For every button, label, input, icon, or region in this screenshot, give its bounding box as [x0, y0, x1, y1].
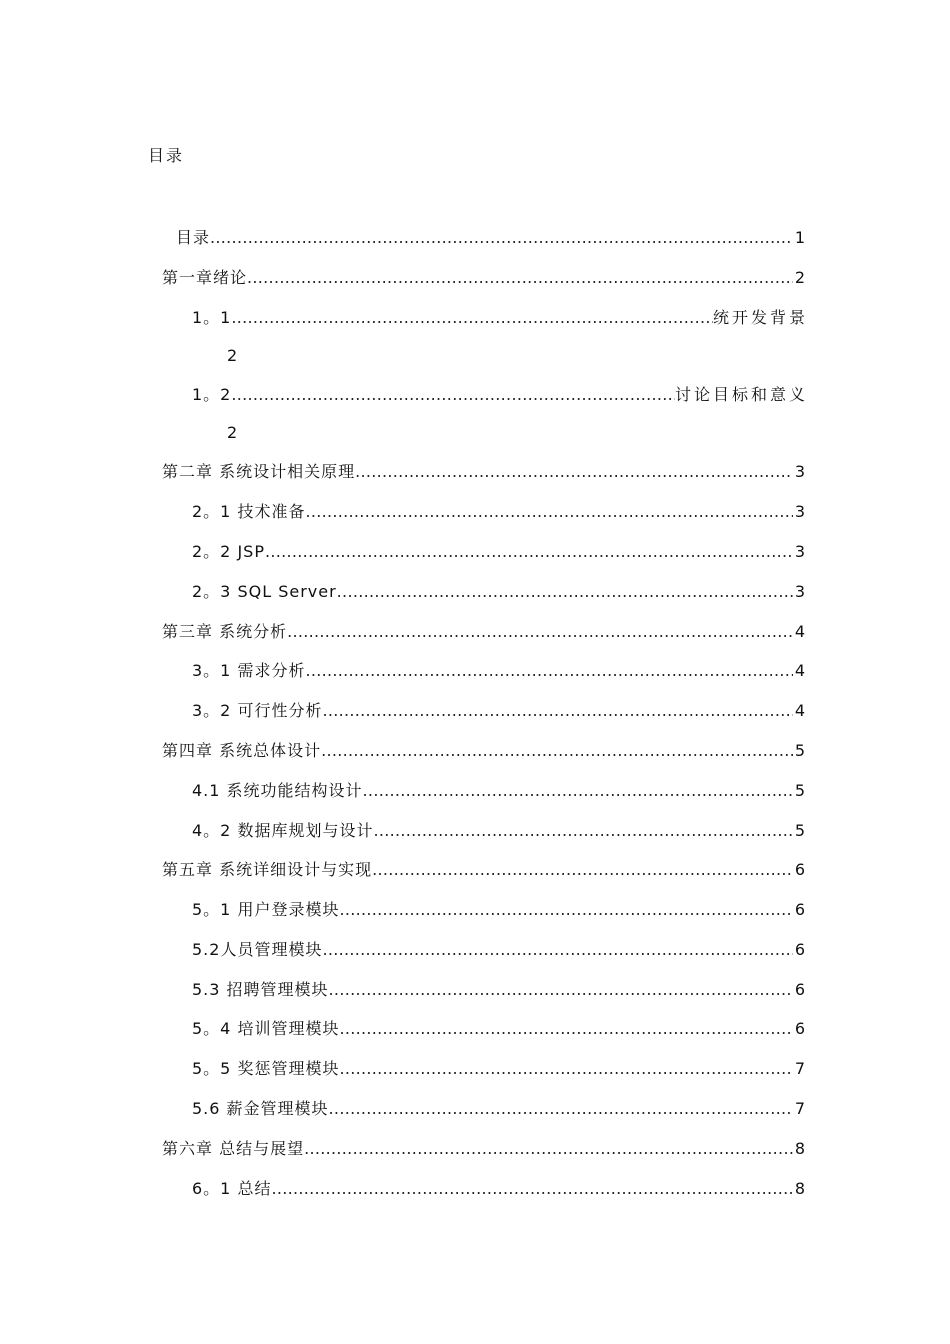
toc-entry-label: 4.1 系统功能结构设计 — [192, 781, 363, 800]
toc-entry-label: 5.2人员管理模块 — [192, 940, 323, 959]
toc-entry[interactable] — [162, 740, 805, 762]
toc-entry[interactable] — [192, 1058, 805, 1080]
toc-page-number: 3 — [794, 462, 805, 481]
toc-entry-label: 2。3 SQL Server — [192, 582, 337, 601]
dot-leader — [339, 899, 792, 921]
toc-entry-label: 第四章 系统总体设计 — [162, 741, 322, 760]
dot-leader — [373, 820, 792, 842]
toc-page-number: 3 — [794, 542, 805, 561]
toc-page-number: 1 — [794, 228, 805, 247]
toc-entry[interactable] — [192, 1098, 805, 1120]
dot-leader — [304, 1138, 793, 1160]
toc-entry-label: 第一章绪论 — [162, 268, 248, 287]
dot-leader — [210, 227, 793, 249]
toc-entry-label: 5。1 用户登录模块 — [192, 900, 340, 919]
toc-entry-label: 第五章 系统详细设计与实现 — [162, 860, 373, 879]
toc-entry[interactable] — [192, 581, 805, 603]
toc-entry-label: 3。1 需求分析 — [192, 661, 306, 680]
dot-leader — [271, 1178, 792, 1200]
toc-page-number: 2 — [227, 346, 238, 365]
toc-entry[interactable] — [192, 541, 805, 563]
toc-entry[interactable] — [192, 501, 805, 523]
toc-page-number: 8 — [794, 1179, 805, 1198]
toc-page-number: 5 — [794, 821, 805, 840]
toc-page-number: 3 — [794, 502, 805, 521]
toc-page-number: 4 — [794, 622, 805, 641]
toc-entry-title: 讨论目标和意义 — [674, 385, 808, 404]
toc-page-number: 3 — [794, 582, 805, 601]
toc-entry[interactable] — [162, 621, 805, 643]
dot-leader — [305, 501, 792, 523]
toc-entry[interactable] — [192, 899, 805, 921]
dot-leader — [305, 660, 792, 682]
toc-page-number: 5 — [794, 741, 805, 760]
dot-leader — [339, 1018, 792, 1040]
dot-leader — [329, 1098, 793, 1120]
toc-entry-label: 5。4 培训管理模块 — [192, 1019, 340, 1038]
toc-entry-label: 2。2 JSP — [192, 542, 265, 561]
toc-page-number: 7 — [794, 1099, 805, 1118]
toc-entry[interactable] — [192, 384, 808, 406]
dot-leader — [337, 581, 793, 603]
toc-entry[interactable] — [162, 267, 805, 289]
toc-page-number: 6 — [794, 1019, 805, 1038]
dot-leader — [339, 1058, 792, 1080]
toc-page-number: 6 — [794, 940, 805, 959]
toc-page-number: 6 — [794, 900, 805, 919]
dot-leader — [329, 979, 793, 1001]
toc-entry-label: 6。1 总结 — [192, 1179, 272, 1198]
toc-entry-label: 2。1 技术准备 — [192, 502, 306, 521]
toc-page-number: 4 — [794, 701, 805, 720]
toc-page-number: 5 — [794, 781, 805, 800]
dot-leader — [355, 461, 793, 483]
toc-entry-title: 统开发背景 — [712, 308, 808, 327]
dot-leader — [322, 700, 792, 722]
toc-entry-label: 1。1 — [192, 308, 232, 327]
dot-leader — [231, 384, 675, 406]
dot-leader — [322, 939, 792, 961]
toc-page-number: 2 — [794, 268, 805, 287]
toc-page-number: 4 — [794, 661, 805, 680]
dot-leader — [231, 307, 713, 329]
toc-entry[interactable] — [162, 461, 805, 483]
dot-leader — [321, 740, 793, 762]
toc-entry[interactable] — [192, 939, 805, 961]
toc-entry[interactable] — [192, 979, 805, 1001]
dot-leader — [247, 267, 793, 289]
toc-entry-label: 4。2 数据库规划与设计 — [192, 821, 374, 840]
toc-entry-label: 5。5 奖惩管理模块 — [192, 1059, 340, 1078]
toc-entry-label: 第六章 总结与展望 — [162, 1139, 305, 1158]
dot-leader — [265, 541, 793, 563]
toc-page-number: 8 — [794, 1139, 805, 1158]
toc-entry[interactable] — [192, 660, 805, 682]
toc-entry-label: 3。2 可行性分析 — [192, 701, 323, 720]
toc-page-number: 2 — [227, 423, 238, 442]
toc-entry[interactable] — [192, 307, 808, 329]
dot-leader — [363, 780, 793, 802]
toc-page-number: 7 — [794, 1059, 805, 1078]
toc-page-number: 6 — [794, 860, 805, 879]
toc-entry[interactable] — [176, 227, 805, 249]
toc-entry-label: 第二章 系统设计相关原理 — [162, 462, 356, 481]
toc-entry[interactable] — [192, 1178, 805, 1200]
dot-leader — [287, 621, 793, 643]
dot-leader — [372, 859, 793, 881]
toc-entry-label: 第三章 系统分析 — [162, 622, 288, 641]
toc-entry-label: 5.3 招聘管理模块 — [192, 980, 329, 999]
toc-entry[interactable] — [192, 700, 805, 722]
toc-page-number: 6 — [794, 980, 805, 999]
toc-entry-label: 1。2 — [192, 385, 232, 404]
toc-entry[interactable] — [192, 780, 805, 802]
toc-entry[interactable] — [192, 820, 805, 842]
toc-entry[interactable] — [192, 1018, 805, 1040]
toc-entry[interactable] — [162, 1138, 805, 1160]
toc-entry-label: 目录 — [176, 228, 211, 247]
toc-entry[interactable] — [162, 859, 805, 881]
page-title: 目录 — [148, 146, 185, 165]
toc-entry-label: 5.6 薪金管理模块 — [192, 1099, 329, 1118]
